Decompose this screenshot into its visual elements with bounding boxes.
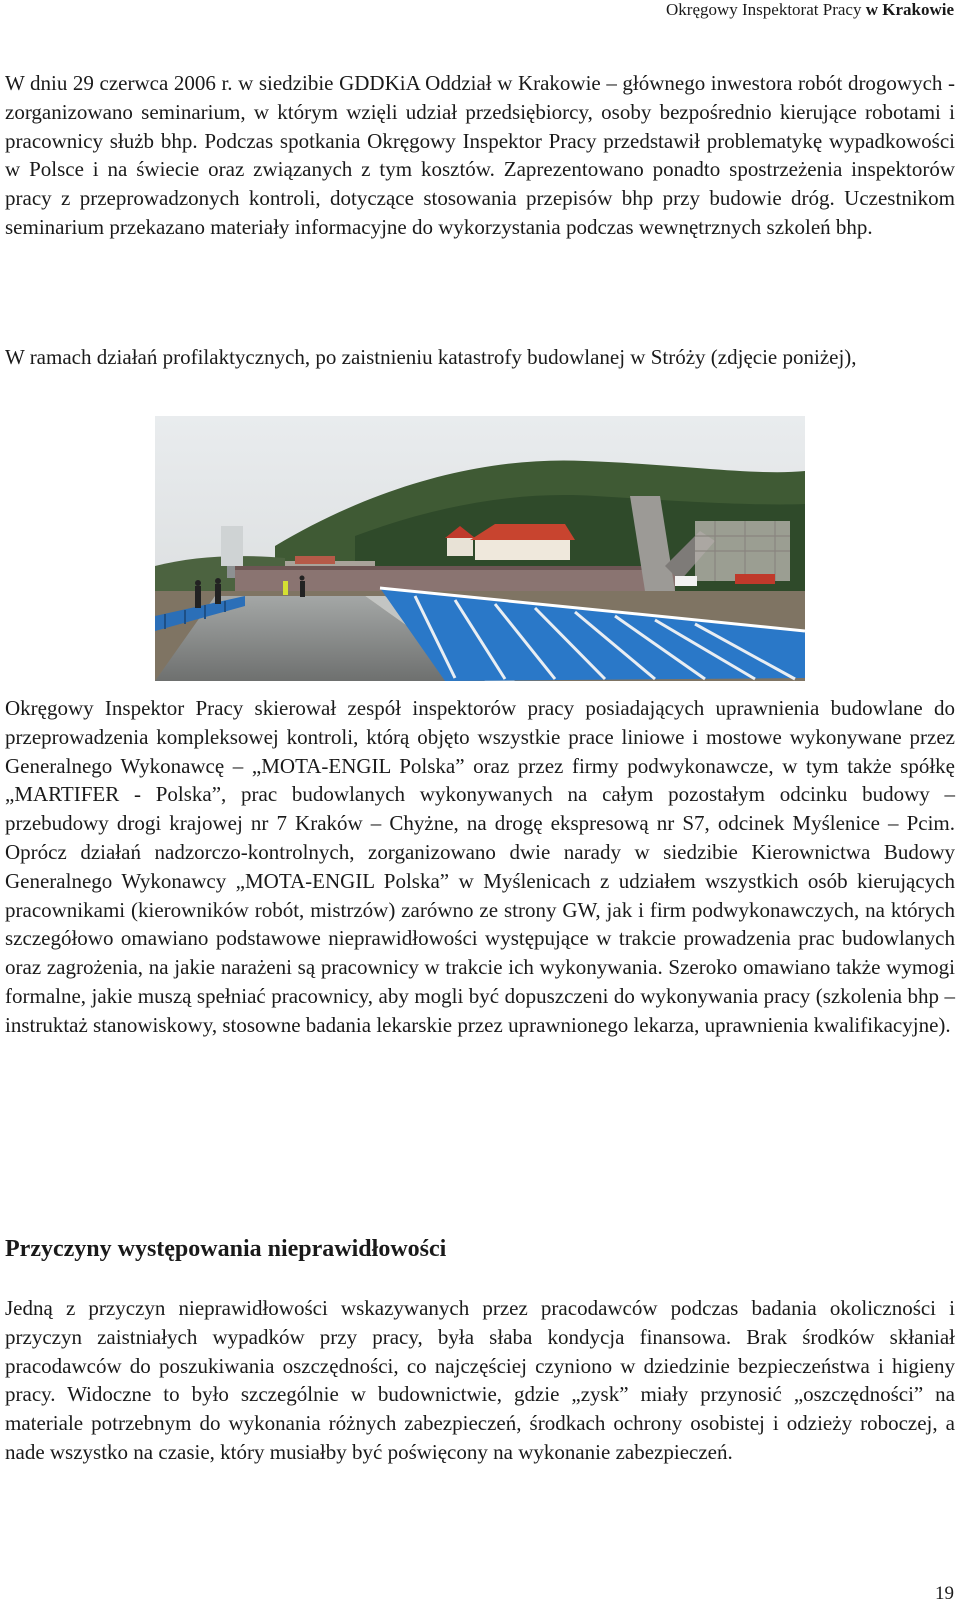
paragraph-inspection: Okręgowy Inspektor Pracy skierował zespół inspektorów pracy posiadających uprawnienia budowlane do przeprowadzenia kompleksowej kontroli, którą objęto wszystkie prace liniowe i mostowe wykonywane przez Generalnego Wykonawcę – „MOTA-ENGIL Polska” oraz przez firmy podwykonawcze, w tym także spółkę „MARTIFER - Polska”, prac budowlanych wykonywanych na całym pozostałym odcinku budowy – przebudowy drogi krajowej nr 7 Kraków – Chyżne, na drogę ekspresową nr S7, odcinek Myślenice – Pcim. Oprócz działań nadzorczo-kontrolnych, zorganizowano dwie narady w siedzibie Kierownictwa Budowy Generalnego Wykonawcy „MOTA-ENGIL Polska” w Myślenicach z udziałem wszystkich osób kierujących pracownikami (kierowników robót, mistrzów) zarówno ze strony GW, jak i firm podwykonawczych, na których szczegółowo omawiano podstawowe nieprawidłowości występujące w trakcie prowadzenia prac budowlanych oraz zagrożenia, na jakie narażeni są pracownicy w trakcie ich wykonywania. Szeroko omawiano także wymogi formalne, jakie muszą spełniać pracownicy, aby mogli być dopuszczeni do wykonywania pracy (szkolenia bhp – instruktaż stanowiskowy, stosowne badania lekarskie przez uprawnionego lekarza, uprawnienia kwalifikacyjne). xyxy=(5,696,955,1037)
page-number: 19 xyxy=(935,1583,954,1604)
header-suffix: w Krakowie xyxy=(865,0,954,19)
running-header xyxy=(666,0,954,20)
paragraph-seminar: W dniu 29 czerwca 2006 r. w siedzibie GDDKiA Oddział w Krakowie – głównego inwestora robót drogowych - zorganizowano seminarium, w którym wzięli udział przedsiębiorcy, osoby bezpośrednio kierujące robotami i pracownicy służb bhp. Podczas spotkania Okręgowy Inspektor Pracy przedstawił problematykę wypadkowości w Polsce i na świecie oraz związanych z tym kosztów. Zaprezentowano ponadto spostrzeżenia inspektorów pracy z przeprowadzonych kontroli, dotyczące stosowania przepisów bhp przy budowie dróg. Uczestnikom seminarium przekazano materiały informacyjne do wykorzystania podczas wewnętrznych szkoleń bhp. xyxy=(5,71,955,239)
construction-site-photo xyxy=(155,416,805,681)
paragraph-stroza-intro: W ramach działań profilaktycznych, po zaistnieniu katastrofy budowlanej w Stróży (zdjęcie poniżej), xyxy=(5,345,857,369)
section-heading: Przyczyny występowania nieprawidłowości xyxy=(5,1236,447,1262)
header-prefix: Okręgowy Inspektorat Pracy xyxy=(666,0,862,19)
paragraph-causes: Jedną z przyczyn nieprawidłowości wskazywanych przez pracodawców podczas badania okoliczności i przyczyn zaistniałych wypadków przy pracy, była słaba kondycja finansowa. Brak środków skłaniał pracodawców do poszukiwania oszczędności, co najczęściej czyniono w dziedzinie bezpieczeństwa i higieny pracy. Widoczne to było szczególnie w budownictwie, gdzie „zysk” miały przynosić „oszczędności” na materiale potrzebnym do wykonania różnych zabezpieczeń, środkach ochrony osobistej i odzieży roboczej, a nade wszystko na czasie, który musiałby być poświęcony na wykonanie zabezpieczeń. xyxy=(5,1296,955,1464)
